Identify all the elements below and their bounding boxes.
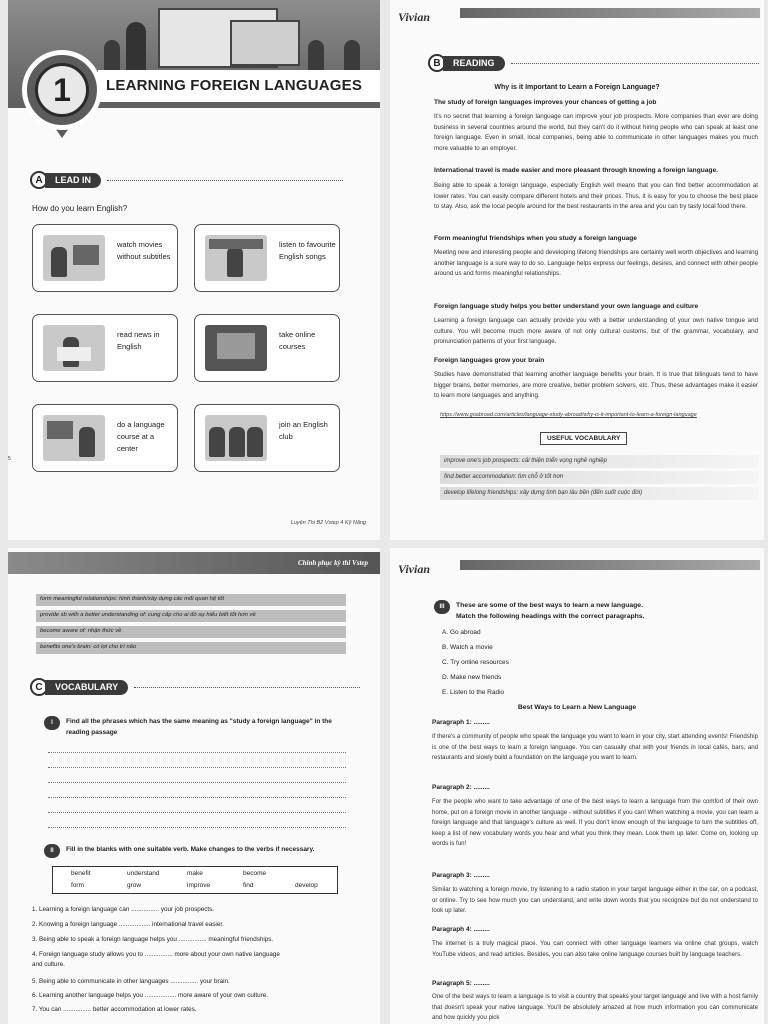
sentence-item: and culture. (32, 961, 65, 968)
section-b-header (428, 54, 759, 72)
verb-option: understand (127, 870, 160, 877)
paragraph-text: Meeting new and interesting people and developing lifelong friendships are certainly well worth objectives and learning another language is a sure way to do so. Language helps express our feelings, desires, and connect with other people around us and forms meaningful relationships. (434, 249, 759, 278)
header-stripe (460, 8, 760, 18)
paragraph-text: It's no secret that learning a foreign language can improve your job prospects. More companies than ever are doing business in several countries around the world, but they can't do it without hiring people who can speak at least one foreign language. Even in small, local companies, being able to communicate in other languages makes you much more valuable to an employer. (434, 113, 758, 152)
section-a-header (30, 171, 343, 189)
verb-option: form (71, 882, 84, 889)
headphones-icon (205, 235, 267, 281)
activity-card (194, 224, 340, 292)
vocab-item: become aware of: nhận thức về (36, 626, 346, 638)
paragraph-heading: Paragraph 3: ......... (432, 872, 490, 879)
paragraph-heading: The study of foreign languages improves your chances of getting a job (434, 99, 657, 106)
sentence-item: 4. Foreign language study allows you to ................ more about your own native language (32, 951, 280, 958)
classroom-icon (43, 415, 105, 461)
screen-illustration (230, 20, 300, 66)
verb-option: develop (295, 882, 318, 889)
activity-card (194, 404, 340, 472)
newspaper-icon (43, 325, 105, 371)
exercise-number: III (434, 600, 450, 614)
paragraph-heading: International travel is made easier and more pleasant through knowing a foreign language. (434, 167, 718, 174)
paragraph-heading: Foreign language study helps you better understand your own language and culture (434, 303, 699, 310)
exercise-2-instruction (44, 844, 344, 858)
footer-note: Luyện Thi B2 Vstep 4 Kỹ Năng (290, 520, 366, 526)
page-best-ways (390, 548, 764, 1024)
exercise-1-instruction (44, 716, 344, 738)
answer-line[interactable] (48, 767, 346, 768)
section-badge: A (30, 171, 48, 189)
exercise-text: Find all the phrases which has the same meaning as "study a foreign language" in the reading passage (66, 718, 332, 736)
paragraph-heading: Paragraph 5: ......... (432, 980, 490, 987)
brand-logo: Vivian (398, 562, 431, 576)
exercise-text: Fill in the blanks with one suitable verb. Make changes to the verbs if necessary. (66, 846, 315, 853)
sentence-item: 5. Being able to communicate in other languages ................ your brain. (32, 978, 230, 985)
passage-title: Best Ways to Learn a New Language (517, 704, 637, 711)
paragraph-heading: Paragraph 1: ......... (432, 719, 490, 726)
section-badge: C (30, 678, 48, 696)
paragraph-heading: Foreign languages grow your brain (434, 357, 545, 364)
vocab-item: find better accommodation: tìm chỗ ở tốt hơn (440, 471, 758, 484)
section-label: VOCABULARY (45, 680, 128, 695)
sentence-item: 7. You can ................ better accommodation at lower rates. (32, 1006, 197, 1013)
sentence-item: 6. Learning another language helps you .................. more aware of your own culture. (32, 992, 268, 999)
club-icon (205, 415, 267, 461)
paragraph-text: Similar to watching a foreign movie, try listening to a radio station in your target language either in the car, on a podcast, or online. Try to see how much you can understand, and write down words that you recognize but do not understand to look up later. (432, 886, 758, 915)
unit-number-pin (22, 50, 102, 130)
activity-label: listen to favourite English songs (279, 240, 336, 261)
page-side-mark: 5 (8, 456, 11, 462)
lead-in-question: How do you learn English? (32, 204, 128, 213)
answer-line[interactable] (48, 752, 346, 753)
section-badge: B (428, 54, 446, 72)
vocab-item: form meaningful relationships: hình thành/xây dựng các mối quan hệ tốt (36, 594, 346, 606)
sentence-item: 3. Being able to speak a foreign language helps you ................ meaningful friendships. (32, 936, 274, 943)
vocab-item: develop lifelong friendships: xây dựng tình bạn lâu bền (đến suốt cuộc đời) (440, 487, 758, 500)
sentence-item: 1. Learning a foreign language can ................ your job prospects. (32, 906, 215, 913)
verb-option: benefit (71, 870, 91, 877)
heading-option: A. Go abroad (442, 629, 481, 636)
vocab-item: provide sb with a better understanding of: cung cấp cho ai đó sự hiểu biết tốt hơn về (36, 610, 346, 622)
heading-option: C. Try online resources (442, 659, 509, 666)
verb-bank (52, 866, 338, 894)
brand-logo: Vivian (398, 10, 431, 24)
vocab-item: improve one's job prospects: cải thiện triển vọng nghề nghiệp (440, 455, 758, 468)
paragraph-text: One of the best ways to learn a language is to visit a country that speaks your target language and live with a host family that doesn't speak your native language. You'll be absolutely amazed at how much information you can communicate and how quickly you pick (432, 993, 758, 1022)
sentence-item: 2. Knowing a foreign language .................. international travel easier. (32, 921, 224, 928)
verb-option: become (243, 870, 267, 877)
tv-icon (43, 235, 105, 281)
activity-label: do a language course at a center (117, 420, 165, 453)
teacher-illustration (126, 22, 146, 72)
verb-option: make (187, 870, 203, 877)
paragraph-text: For the people who want to take advantage of one of the best ways to learn a language from the comfort of their own home, put on a foreign movie in another language - without subtitles if you can! When watching a movie, you can learn a foreign language and that language's culture as well. If you don't know enough of the language to turn the subtitles off, keep a list of new vocabulary words you hear and what you think they mean. Look them up later. Come on, looking up words is fun! (432, 798, 758, 848)
answer-line[interactable] (48, 797, 346, 798)
section-label: READING (443, 56, 505, 71)
unit-number: 1 (35, 63, 89, 117)
exercise-3-instruction: These are some of the best ways to learn a new language. (456, 602, 643, 609)
heading-option: D. Make new friends (442, 674, 502, 681)
page-vocabulary (8, 548, 380, 1024)
section-c-header (30, 678, 360, 696)
activity-card (32, 404, 178, 472)
activity-card (194, 314, 340, 382)
laptop-icon (205, 325, 267, 371)
activity-label: join an English club (279, 420, 328, 441)
vocab-item: benefits one's brain: có lợi cho trí não (36, 642, 346, 654)
reading-title: Why is it Important to Learn a Foreign Language? (494, 84, 660, 91)
paragraph-text: Being able to speak a foreign language, especially English well means that you can find better accommodation at lower rates. You can easily compare different hotels and their prices. Thus, it is easy for you to choose the best place to stay. Also, ask the local people around for the best restaurants in the area and you can try tasty local food there. (434, 182, 758, 211)
source-link[interactable]: https://www.goabroad.com/articles/language-study-abroad/why-is-it-important-to-learn-a-foreign-language (440, 412, 697, 418)
paragraph-heading: Paragraph 2: ......... (432, 784, 490, 791)
exercise-3-instruction: Match the following headings with the correct paragraphs. (456, 613, 645, 620)
header-stripe (460, 560, 760, 570)
answer-line[interactable] (48, 782, 346, 783)
answer-line[interactable] (48, 812, 346, 813)
heading-option: B. Watch a movie (442, 644, 493, 651)
paragraph-text: The internet is a truly magical place. You can connect with other language learners via online chat groups, watch YouTube videos, and read articles. Besides, you can also take online language courses built by language teachers. (432, 940, 758, 958)
header-tag: Chinh phục kỳ thi Vstep (297, 559, 368, 567)
verb-option: improve (187, 882, 211, 889)
heading-option: E. Listen to the Radio (442, 689, 505, 696)
verb-option: grow (127, 882, 142, 889)
exercise-number: II (44, 844, 60, 858)
page-lead-in (8, 0, 380, 540)
paragraph-text: Studies have demonstrated that learning another language benefits your brain. It is true that bilinguals tend to have bigger brains, better memories, are more creative, better problem solvers, etc. Thus, these advantages make it easier to learn more languages and anything. (434, 371, 758, 400)
activity-label: take online courses (279, 330, 316, 351)
activity-card (32, 224, 178, 292)
paragraph-text: Learning a foreign language can actually provide you with a better understanding of your own native tongue and culture. You will become much more aware of not only cultural customs, but of the grammar, vocabulary, and pronunciation patterns of your first language. (434, 317, 758, 346)
paragraph-heading: Form meaningful friendships when you study a foreign language (434, 235, 637, 242)
exercise-number: I (44, 716, 60, 730)
activity-label: read news in English (117, 330, 160, 351)
paragraph-heading: Paragraph 4: ......... (432, 926, 490, 933)
answer-line[interactable] (48, 827, 346, 828)
useful-vocabulary-label: USEFUL VOCABULARY (540, 432, 627, 445)
paragraph-text: If there's a community of people who speak the language you want to learn in your city, start attending events! Friendship is one of the best ways to learn a foreign language. You can casually chat with your friends in local cafés, bars, and restaurants and slowly build a foundation on the language you want to learn. (432, 733, 758, 762)
page-reading (390, 0, 764, 540)
verb-option: find (243, 882, 254, 889)
activity-card (32, 314, 178, 382)
activity-label: watch movies without subtitles (117, 240, 171, 261)
unit-title: LEARNING FOREIGN LANGUAGES (106, 77, 363, 94)
section-label: LEAD IN (45, 173, 101, 188)
